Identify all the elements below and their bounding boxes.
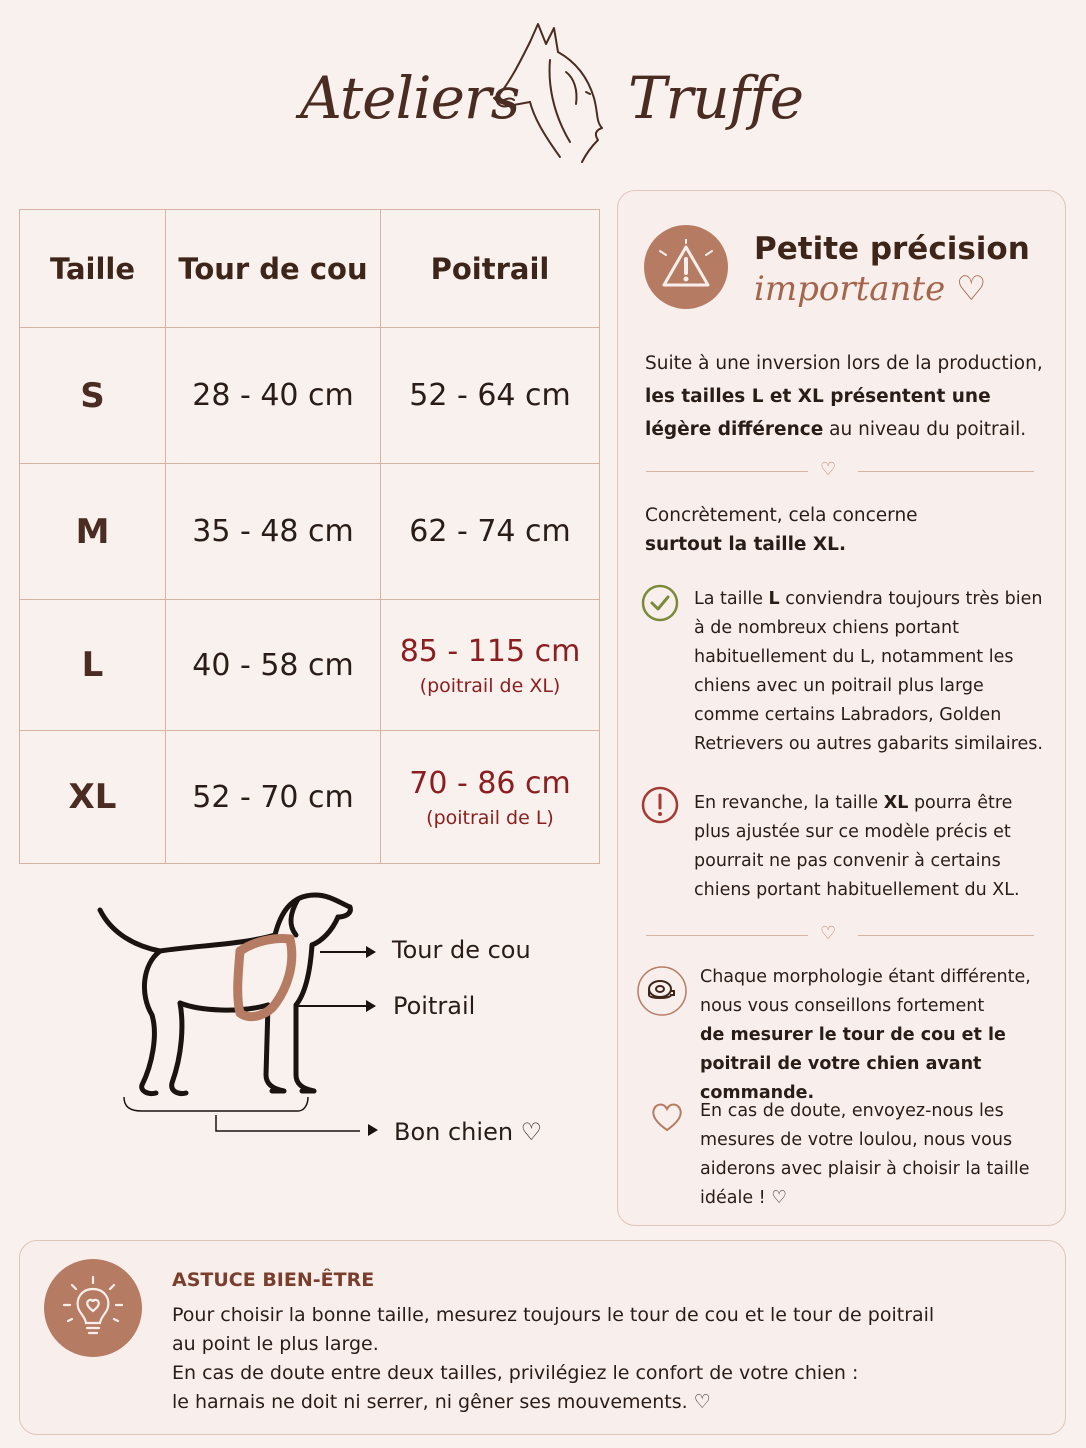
ground-arrow-icon	[354, 1122, 380, 1138]
divider	[646, 935, 808, 936]
intro-plain: Suite à une inversion lors de la production,	[645, 353, 1043, 374]
item-l-text	[694, 585, 1044, 759]
item-xl-a: En revanche, la taille	[694, 793, 884, 813]
concern-bold: surtout la taille XL.	[645, 534, 846, 555]
panel-subtitle: importante ♡	[754, 269, 987, 309]
chest-value-highlight: 85 - 115 cm	[399, 633, 581, 669]
brand-name-left: Ateliers	[300, 64, 520, 132]
header-size: Taille	[20, 210, 166, 328]
warning-icon	[644, 225, 728, 309]
chest-note: (poitrail de XL)	[419, 674, 561, 697]
size-cell: XL	[20, 731, 166, 864]
tip-title: ASTUCE BIEN-ÊTRE	[172, 1269, 375, 1291]
chest-arrow-icon	[296, 998, 380, 1014]
item-l-c: conviendra toujours très bien à de nombreux chiens portant habituellement du L, notamment les chiens avec un poitrail plus large comme certains Labradors, Golden Retrievers ou autres gabarits similaires.	[694, 589, 1043, 754]
intro-tail: au niveau du poitrail.	[823, 419, 1027, 440]
size-cell: L	[20, 600, 166, 731]
table-header-row	[20, 210, 600, 328]
tip-text	[172, 1301, 1032, 1417]
header-chest: Poitrail	[381, 210, 600, 328]
chest-cell: 52 - 64 cm	[381, 328, 600, 464]
chest-value-highlight: 70 - 86 cm	[409, 765, 571, 801]
chest-cell	[381, 731, 600, 864]
divider	[858, 935, 1034, 936]
table-row	[20, 464, 600, 600]
table-row	[20, 600, 600, 731]
header-neck: Tour de cou	[166, 210, 381, 328]
lightbulb-icon	[44, 1259, 142, 1357]
good-dog-label: Bon chien ♡	[394, 1118, 543, 1146]
chest-note: (poitrail de L)	[426, 806, 554, 829]
heart-outline-icon	[650, 1101, 684, 1133]
chest-cell	[381, 600, 600, 731]
neck-cell: 52 - 70 cm	[166, 731, 381, 864]
item-xl-b: XL	[883, 793, 909, 813]
measure-text	[700, 963, 1050, 1108]
neck-arrow-icon	[320, 944, 380, 960]
intro-text	[645, 347, 1045, 446]
neck-label: Tour de cou	[392, 936, 531, 964]
measuring-tape-icon	[636, 965, 688, 1017]
heart-icon: ♡	[820, 923, 837, 944]
measure-bold: de mesurer le tour de cou et le poitrail de votre chien avant commande.	[700, 1025, 1006, 1103]
concern-text	[645, 501, 1045, 559]
item-xl-text	[694, 789, 1044, 905]
wellbeing-tip	[19, 1240, 1066, 1435]
heart-icon: ♡	[820, 459, 837, 480]
notice-panel	[617, 190, 1066, 1226]
tip-line: le harnais ne doit ni serrer, ni gêner ses mouvements. ♡	[172, 1391, 711, 1413]
item-xl-c: pourra être plus ajustée sur ce modèle précis et pourrait ne pas convenir à certains chiens portant habituellement du XL.	[694, 793, 1020, 900]
tip-line: En cas de doute entre deux tailles, privilégiez le confort de votre chien :	[172, 1362, 859, 1384]
concern-plain: Concrètement, cela concerne	[645, 505, 918, 526]
size-cell: M	[20, 464, 166, 600]
tip-line: au point le plus large.	[172, 1333, 379, 1355]
tip-line: Pour choisir la bonne taille, mesurez toujours le tour de cou et le tour de poitrail	[172, 1304, 935, 1326]
size-table	[19, 209, 600, 864]
neck-cell: 40 - 58 cm	[166, 600, 381, 731]
intro-bold: les tailles L et XL présentent une légère différence	[645, 386, 991, 440]
neck-cell: 35 - 48 cm	[166, 464, 381, 600]
chest-label: Poitrail	[393, 992, 476, 1020]
item-l-b: L	[768, 589, 780, 609]
panel-title: Petite précision	[754, 231, 1030, 267]
exclamation-circle-icon	[640, 785, 680, 825]
divider	[858, 471, 1034, 472]
divider	[646, 471, 808, 472]
doubt-text: En cas de doute, envoyez-nous les mesures de votre loulou, nous vous aiderons avec plaisir à choisir la taille idéale ! ♡	[700, 1101, 1030, 1208]
table-row	[20, 731, 600, 864]
item-l-a: La taille	[694, 589, 769, 609]
measure-plain: Chaque morphologie étant différente, nous vous conseillons fortement	[700, 967, 1031, 1016]
dog-woman-logo-icon	[490, 22, 610, 172]
brand-name-right: Truffe	[628, 64, 804, 132]
size-cell: S	[20, 328, 166, 464]
brand-header	[0, 18, 1086, 178]
neck-cell: 28 - 40 cm	[166, 328, 381, 464]
chest-cell: 62 - 74 cm	[381, 464, 600, 600]
check-circle-icon	[640, 583, 680, 623]
table-row	[20, 328, 600, 464]
